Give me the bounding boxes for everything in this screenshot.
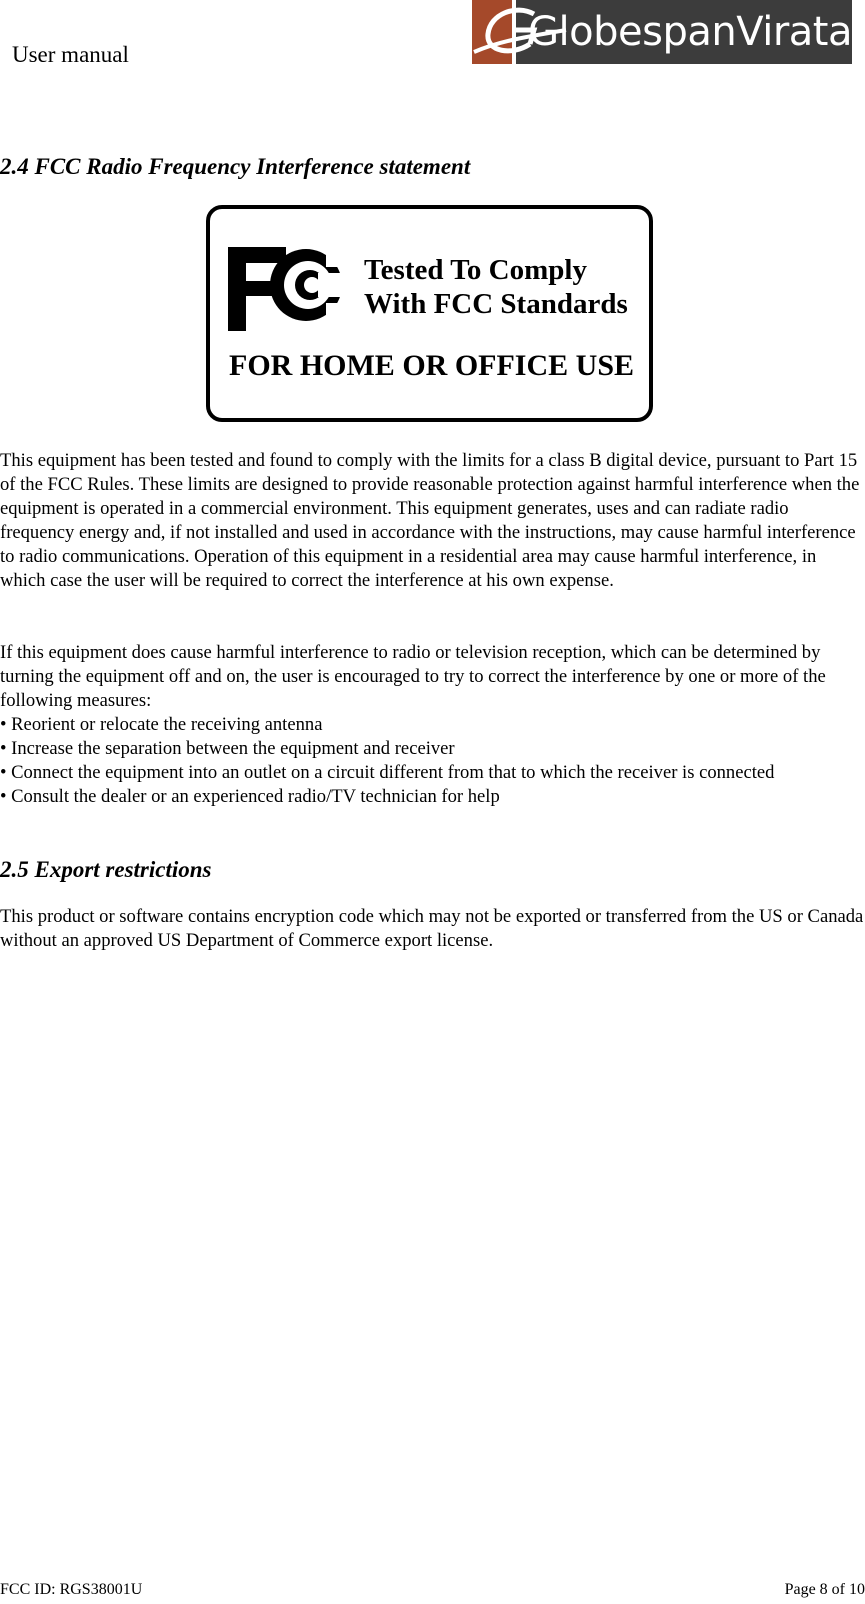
section-title-fcc: 2.4 FCC Radio Frequency Interference statement — [0, 154, 471, 179]
list-item: • Consult the dealer or an experienced radio/TV technician for help — [0, 786, 500, 807]
logo-wordmark: GlobespanVirata — [516, 0, 852, 64]
fcc-label-text — [364, 253, 628, 321]
fcc-paragraph-2: If this equipment does cause harmful interference to radio or television reception, which can be determined by turning the equipment off and on, the user is encouraged to try to correct the interference by one or more of the following measures: — [0, 642, 826, 711]
fcc-compliance-label — [206, 205, 653, 422]
header-title: User manual — [12, 42, 129, 67]
fcc-logo-icon — [228, 243, 348, 339]
export-paragraph: This product or software contains encryption code which may not be exported or transferred from the US or Canada without an approved US Department of Commerce export license. — [0, 906, 864, 951]
fcc-label-home-office: FOR HOME OR OFFICE USE — [229, 349, 635, 382]
footer-page-number: Page 8 of 10 — [784, 1581, 865, 1598]
list-item: • Increase the separation between the equipment and receiver — [0, 738, 455, 759]
company-logo — [472, 0, 852, 64]
fcc-label-line2: With FCC Standards — [364, 288, 628, 320]
fcc-measures — [0, 641, 865, 809]
fcc-label-line1: Tested To Comply — [364, 254, 587, 286]
list-item: • Reorient or relocate the receiving antenna — [0, 714, 323, 735]
section-title-export: 2.5 Export restrictions — [0, 857, 212, 882]
list-item: • Connect the equipment into an outlet on a circuit different from that to which the receiver is connected — [0, 762, 775, 783]
fcc-paragraph-1: This equipment has been tested and found to comply with the limits for a class B digital device, pursuant to Part 15 of the FCC Rules. These limits are designed to provide reasonable protection against harmful interference when the equipment is operated in a commercial environment. This equipment generates, uses and can radiate radio frequency energy and, if not installed and used in accordance with the instructions, may cause harmful interference to radio communications. Operation of this equipment in a residential area may cause harmful interference, in which case the user will be required to correct the interference at his own expense. — [0, 450, 860, 591]
footer-fcc-id: FCC ID: RGS38001U — [0, 1581, 143, 1598]
logo-swoosh-icon — [472, 0, 512, 64]
